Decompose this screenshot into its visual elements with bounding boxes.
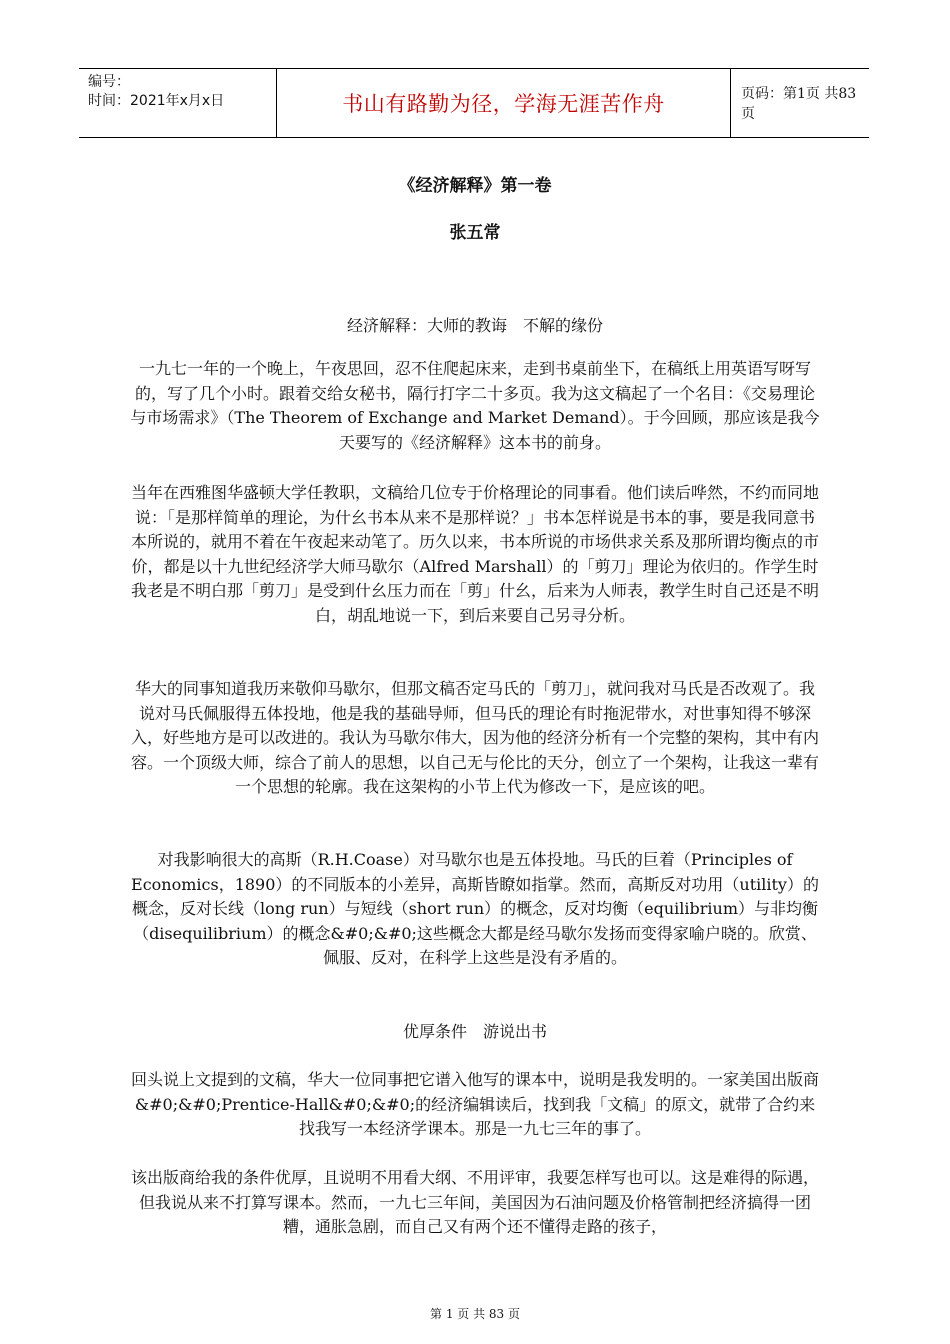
page-header <box>79 68 869 138</box>
section-heading: 优厚条件 游说出书 <box>402 1022 547 1041</box>
paragraph: 对我影响很大的高斯（R.H.Coase）对马歇尔也是五体投地。马氏的巨着（Principles of Economics，1890）的不同版本的小差异，高斯皆瞭如指掌。然而，高斯反对功用（utility）的概念，反对长线（long run）与短线（short run）的概念，反对均衡（equilibrium）与非均衡（disequilibrium）的概念&#0;&#0;这些概念大都是经马歇尔发扬而变得家喻户晓的。欣赏、佩服、反对，在科学上这些是没有矛盾的。 <box>131 850 819 968</box>
document-number-label: 编号： <box>88 74 130 90</box>
header-page-info: 页码：第1页 共83页 <box>741 86 857 122</box>
section-heading: 经济解释：大师的教诲 不解的缘份 <box>346 316 603 335</box>
paragraph: 当年在西雅图华盛顿大学任教职，文稿给几位专于价格理论的同事看。他们读后哗然，不约而同地说：「是那样简单的理论，为什幺书本从来不是那样说？」书本怎样说是书本的事，要是我同意书本所说的，就用不着在午夜起来动笔了。历久以来，书本所说的市场供求关系及那所谓均衡点的市价，都是以十九世纪经济学大师马歇尔（Alfred Marshall）的「剪刀」理论为依归的。作学生时我老是不明白那「剪刀」是受到什幺压力而在「剪」什幺，后来为人师表，教学生时自己还是不明白，胡乱地说一下，到后来要自己另寻分析。 <box>130 483 819 625</box>
document-author: 张五常 <box>449 223 501 243</box>
header-meta <box>79 69 277 137</box>
paragraph: 华大的同事知道我历来敬仰马歇尔，但那文稿否定马氏的「剪刀」，就问我对马氏是否改观了。我说对马氏佩服得五体投地，他是我的基础导师，但马氏的理论有时拖泥带水，对世事知得不够深入，好些地方是可以改进的。我认为马歇尔伟大，因为他的经济分析有一个完整的架构，其中有内容。一个顶级大师，综合了前人的思想，以自己无与伦比的天分，创立了一个架构，让我这一辈有一个思想的轮廓。我在这架构的小节上代为修改一下，是应该的吧。 <box>130 679 819 797</box>
document-date: 时间：2021年x月x日 <box>88 93 225 109</box>
page-footer: 第 1 页 共 83 页 <box>430 1307 520 1321</box>
header-motto: 书山有路勤为径，学海无涯苦作舟 <box>277 69 731 137</box>
paragraph: 一九七一年的一个晚上，午夜思回，忍不住爬起床来，走到书桌前坐下，在稿纸上用英语写呀写的，写了几个小时。跟着交给女秘书，隔行打字二十多页。我为这文稿起了一个名目：《交易理论与市场需求》（The Theorem of Exchange and Market Demand）。于今回顾，那应该是我今天要写的《经济解释》这本书的前身。 <box>130 359 820 452</box>
paragraph: 该出版商给我的条件优厚，且说明不用看大纲、不用评审，我要怎样写也可以。这是难得的际遇，但我说从来不打算写课本。然而，一九七三年间，美国因为石油问题及价格管制把经济搞得一团糟，通胀急剧，而自己又有两个还不懂得走路的孩子， <box>130 1168 819 1237</box>
paragraph: 回头说上文提到的文稿，华大一位同事把它谱入他写的课本中，说明是我发明的。一家美国出版商&#0;&#0;Prentice-Hall&#0;&#0;的经济编辑读后，找到我「文稿」的原文，就带了合约来找我写一本经济学课本。那是一九七三年的事了。 <box>130 1070 819 1139</box>
document-title: 《经济解释》第一卷 <box>398 176 552 196</box>
